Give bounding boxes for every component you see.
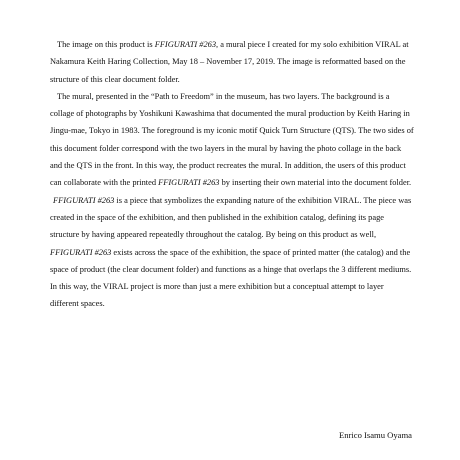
artwork-title: FFIGURATI #263 xyxy=(158,178,220,188)
text-segment: , a mural piece I created for my solo exhibition VIRAL at Nakamura Keith Haring Collection, May 18 – November 17, 2019. The image is reformatted based on the structure of this clear document folder. xyxy=(50,40,409,84)
paragraph-mural-layers xyxy=(50,88,414,192)
artwork-title: FFIGURATI #263 xyxy=(53,195,115,205)
text-segment: The mural, presented in the “Path to Freedom” in the museum, has two layers. The background is a collage of photographs by Yoshikuni Kawashima that documented the mural production by Keith Haring in Jingu-mae, Tokyo in 1983. The foreground is my iconic motif Quick Turn Structure (QTS). The two sides of this document folder correspond with the two layers in the mural by having the photo collage in the back and the QTS in the front. In this way, the product recreates the mural. In addition, the users of this product can collaborate with the printed xyxy=(50,91,414,188)
author-signature: Enrico Isamu Oyama xyxy=(338,430,412,440)
paragraph-product-image xyxy=(50,36,414,88)
text-segment: by inserting their own material into the document folder. xyxy=(219,178,412,188)
artwork-title: FFIGURATI #263 xyxy=(50,247,112,257)
text-segment: The image on this product is xyxy=(57,40,155,49)
text-segment: exists across the space of the exhibition, the space of printed matter (the catalog) and the space of product (the clear document folder) and functions as a hinge that overlaps the 3 different mediums. In this way, the VIRAL project is more than just a mere exhibition but a conceptual attempt to layer different spaces. xyxy=(50,247,412,309)
artwork-title: FFIGURATI #263 xyxy=(154,40,217,49)
paragraph-exhibition-viral xyxy=(50,192,414,313)
text-segment: is a piece that symbolizes the expanding nature of the exhibition VIRAL. The piece was created in the space of the exhibition, and then published in the exhibition catalog, defining its page structure by having appeared repeatedly throughout the catalog. By being on this product as well, xyxy=(50,195,412,240)
